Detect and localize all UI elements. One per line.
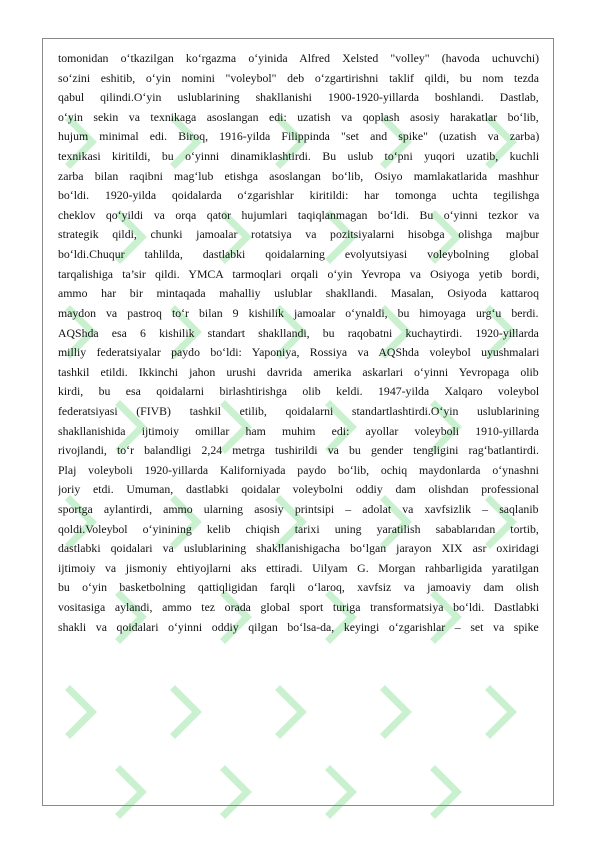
text-line: bo‘ldi.Chuqur tahlilda, dastlabki qoidalarning evolyutsiyasi voleybolning global: [58, 247, 539, 262]
text-line: ammo har bir mintaqada mahalliy uslublar shakllandi. Masalan, Osiyoda kattaroq: [58, 286, 539, 301]
text-line: federatsiyasi (FIVB) tashkil etilib, qoidalarni standartlashtirdi.O‘yin uslublarining: [58, 403, 539, 418]
text-line: qabul qilindi.O‘yin uslublarining shakllanishi 1900-1920-yillarda boshlandi. Dastlab,: [58, 90, 539, 105]
text-line: bo‘ldi. 1920-yilda qoidalarda o‘zgarishlar kiritildi: har tomonga uchta tegilishga: [58, 188, 539, 203]
text-line: so‘zini eshitib, o‘yin nomini "voleybol" deb o‘zgartirishni taklif qildi, bu nom tezda: [58, 70, 539, 85]
text-line: tashkil etildi. Ikkinchi jahon urushi davrida amerika askarlari o‘yinni Yevropaga olib: [58, 364, 539, 379]
text-line: tarqalishiga ta’sir qildi. YMCA tarmoqlari orqali o‘yin Yevropa va Osiyoga yetib bordi,: [58, 266, 539, 281]
text-line: cheklov qo‘yildi va orqa qator hujumlari taqiqlanmagan bo‘ldi. Bu o‘yinni tezkor va: [58, 207, 539, 222]
text-line: shakli va qoidalari o‘yinni oddiy qilgan bo‘lsa-da, keyingi o‘zgarishlar – set va spike: [58, 619, 539, 634]
text-line: zarba bilan raqibni mag‘lub etishga asoslangan bo‘lib, Osiyo mamlakatlarida mashhur: [58, 168, 539, 183]
text-line: o‘yin sekin va texnikaga asoslangan edi: uzatish va qoplash asosiy harakatlar bo‘lib,: [58, 109, 539, 124]
text-line: vositasiga aylandi, ammo tez orada global sport turiga transformatsiya bo‘ldi. Dastlabki: [58, 600, 539, 615]
text-line: strategik qildi, chunki jamoalar rotatsiya va pozitsiyalarni hisobga olishga majbur: [58, 227, 539, 242]
text-line: tomonidan o‘tkazilgan ko‘rgazma o‘yinida Alfred Xelsted "volley" (havoda uchuvchi): [58, 51, 539, 65]
text-line: maydon va pastroq to‘r bilan 9 kishilik jamoalar o‘ynaldi, bu himoyaga urg‘u berdi.: [58, 305, 539, 320]
text-line: Plaj voleyboli 1920-yillarda Kaliforniyada paydo bo‘lib, ochiq maydonlarda o‘ynashni: [58, 462, 539, 477]
text-line: bu o‘yin basketbolning qattiqligidan farqli o‘laroq, xavfsiz va jamoaviy dam olish: [58, 580, 539, 595]
text-line: qoldi.Voleybol o‘yinining kelib chiqish tarixi uning yaratilish sabablarıdan tortib,: [58, 521, 539, 536]
text-line: ijtimoiy va jismoniy ehtiyojlarni aks ettiradi. Uilyam G. Morgan rahbarligida yaratilgan: [58, 560, 539, 575]
text-line: dastlabki qoidalari va uslublarining shakllanishigacha bo‘lgan jarayon XIX asr oxiridagi: [58, 541, 539, 556]
text-line: milliy federatsiyalar paydo bo‘ldi: Yaponiya, Rossiya va AQShda voleybol uyushmalari: [58, 345, 539, 360]
text-line: shakllanishida ijtimoiy omillar ham muhim edi: ayollar voleyboli 1910-yillarda: [58, 423, 539, 438]
text-line: texnikasi kiritildi, bu o‘yinni dinamiklashtirdi. Bu uslub to‘pni yuqori uzatib, kuchli: [58, 149, 539, 164]
text-line: AQShda esa 6 kishilik standart shakllandi, bu raqobatni kuchaytirdi. 1920-yillarda: [58, 325, 539, 340]
text-line: sportga aylantirdi, ammo ularning asosiy printsipi – adolat va xavfsizlik – saqlanib: [58, 502, 539, 517]
text-line: rivojlandi, to‘r balandligi 2,24 metrga tushirildi va bu gender tengligini rag‘batlantirdi.: [58, 443, 539, 458]
body-text: [58, 49, 539, 637]
text-line: hujum minimal edi. Biroq, 1916-yilda Filippinda "set and spike" (uzatish va zarba): [58, 129, 539, 144]
text-line: kirdi, bu esa qoidalarni birlashtirishga olib keldi. 1947-yilda Xalqaro voleybol: [58, 384, 539, 399]
text-line: joriy etdi. Umuman, dastlabki qoidalar voleybolni oddiy dam olishdan professional: [58, 482, 539, 497]
